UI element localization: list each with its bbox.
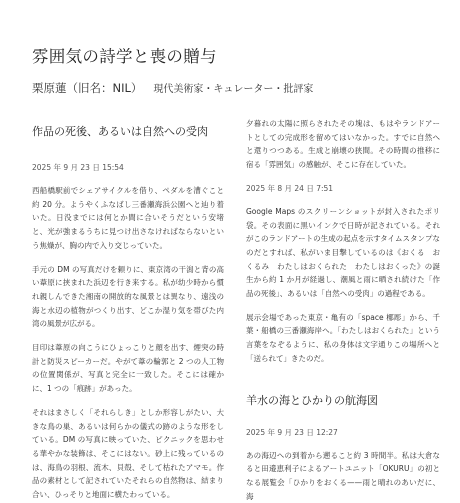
body-paragraph: Google Maps のスクリーンショットが封入されたポリ袋。その表面に黒いインクで日時が記されている。それがこのランドアートの生成の起点を示すタイムスタンプなのだとすれば、私がいま目撃しているのは《おくる おくるみ わたしはおくられた わたしはおくった》の誕生から約 1 か月が経過し、潮風と雨に晒され続けた「作品の死後」、あるいは「自然への受肉」の過程である。 — [246, 206, 440, 299]
body-paragraph: 西船橋駅前でシェアサイクルを借り、ペダルを漕ぐこと約 20 分。ようやくふなばし三番瀬海浜公園へと辿り着いた。日没までには何とか間に合いそうだという安堵と、光が強まるうちに見つけ出さなければならないという焦燥が、胸の内で入り交じっていた。 — [32, 186, 224, 250]
body-paragraph: あの海辺への到着から遡ること約 3 時間半。私は大倉なると田邉恵利子によるアートユニット「OKURU」の初となる展覧会「ひかりをおくる——雨と晴れのあいだに、海 — [246, 450, 440, 501]
right-column — [246, 117, 440, 503]
body-paragraph: 夕暮れの太陽に照らされたその塊は、もはやランドアートとしての完成形を留めてはいなかった。すでに自然へと還りつつある。生成と崩壊の狭間。その時間の推移に宿る「雰囲気」の感触が、そこに存在していた。 — [246, 119, 440, 170]
site-title[interactable]: 雰囲気の詩学と喪の贈与 — [32, 47, 217, 66]
article-date: 2025 年 9 月 23 日 15:54 — [32, 163, 124, 172]
post-date: 2025 年 8 月 24 日 7:51 — [246, 183, 334, 193]
author-role: 現代美術家・キュレーター・批評家 — [153, 84, 314, 95]
body-paragraph: 目印は葦原の向こうにひょっこりと顔を出す、煙突の時計と防災スピーカーだ。やがて葦の輪郭と 2 つの人工物の位置関係が、写真と完全に一致した。そこには確かに、1 つの「痕跡」があった。 — [32, 343, 224, 394]
author-line — [32, 80, 313, 96]
author-name: 栗原蓮（旧名：NIL） — [32, 81, 143, 95]
body-paragraph: 手元の DM の写真だけを頼りに、東京湾の干潟と背の高い葦原に挟まれた浜辺を行き来する。私が幼少時から慣れ親しんできた湘南の開放的な風景とは異なり、遠浅の海と水辺の植物がつくり出す、どこか湿り気を帯びた内湾の風景が広がる。 — [32, 264, 224, 329]
article-date: 2025 年 9 月 23 日 12:27 — [246, 427, 338, 437]
body-paragraph: 展示会場であった東京・亀有の「space 梛彫」から、千葉・船橋の三番瀬海岸へ。「わたしはおくられた」という言葉をなぞるように、私の身体は文字通りこの場所へと「送られて」きたのだ。 — [246, 312, 440, 363]
article-title[interactable]: 羊水の海とひかりの航海図 — [246, 393, 378, 407]
body-paragraph: それはまさしく「それらしき」としか形容しがたい、大きな鳥の巣、あるいは何らかの儀式の跡のような形をしている。DM の写真に映っていた、ピクニックを思わせる華やかな装飾は、そこにはない。砂上に残っているのは、海鳥の羽根、流木、貝殻、そして枯れたアマモ。作品の素材として記されていたそれらの自然物は、結まり合い、ひっそりと地面に横たわっている。 — [32, 407, 224, 500]
article-title[interactable]: 作品の死後、あるいは自然への受肉 — [32, 125, 208, 138]
left-column — [32, 123, 224, 502]
